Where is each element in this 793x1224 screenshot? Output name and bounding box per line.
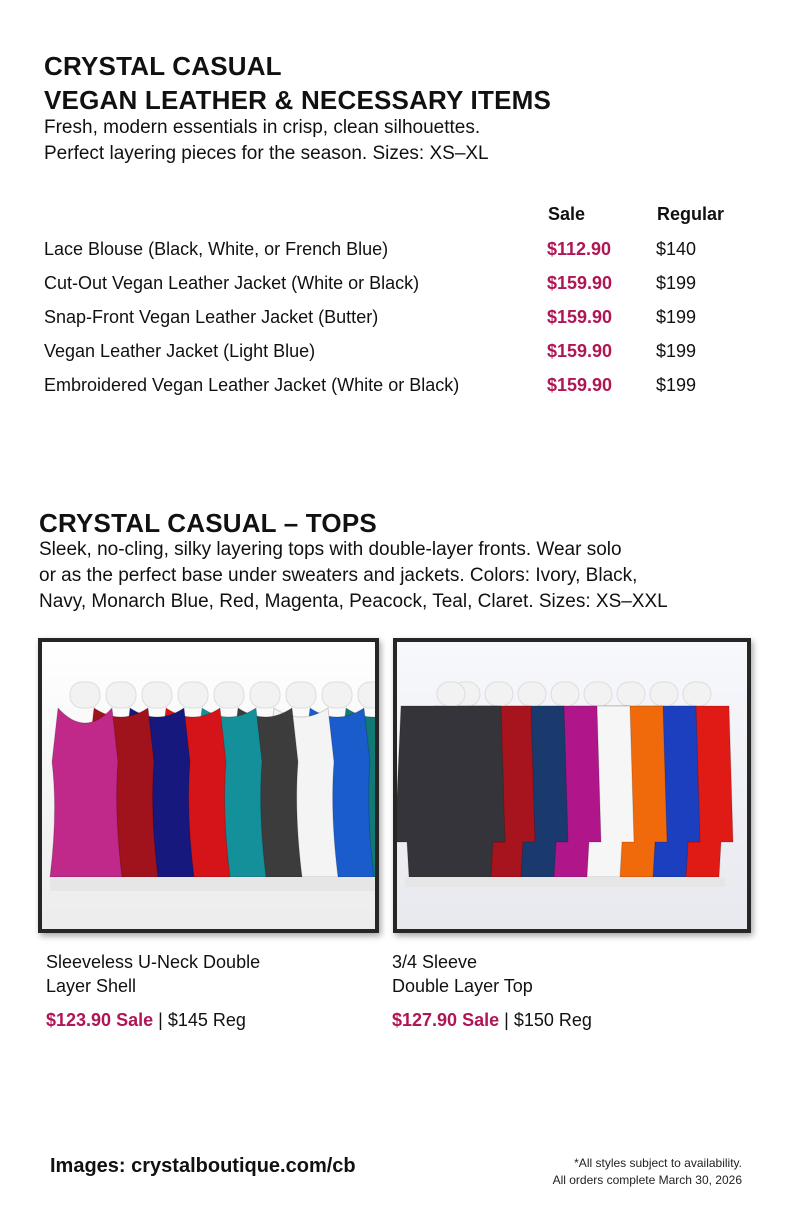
section2-desc-line1: Sleek, no-cling, silky layering tops with double-layer fronts. Wear solo — [39, 539, 622, 560]
price-row — [44, 266, 764, 300]
regular-price: $199 — [656, 341, 697, 361]
images-url: Images: crystalboutique.com/cb — [50, 1155, 356, 1177]
section1-desc-line2: Perfect layering pieces for the season. Sizes: XS–XL — [44, 143, 489, 164]
item-name: Snap-Front Vegan Leather Jacket (Butter) — [44, 307, 379, 327]
regular-price: $199 — [656, 307, 697, 327]
product-sale-price: $127.90 Sale — [392, 1010, 500, 1030]
product-name-line2: Layer Shell — [46, 976, 137, 996]
sleeve-top-1 — [397, 682, 505, 887]
regular-column-header: Regular — [657, 204, 725, 224]
product-price — [392, 1008, 592, 1032]
item-name: Lace Blouse (Black, White, or French Blue) — [44, 239, 389, 259]
sale-price: $159.90 — [547, 341, 613, 361]
price-row — [44, 300, 764, 334]
item-name: Embroidered Vegan Leather Jacket (White or Black) — [44, 375, 460, 395]
product-name-line2: Double Layer Top — [392, 976, 533, 996]
sleeveless-shell-photo — [42, 642, 375, 929]
item-name: Cut-Out Vegan Leather Jacket (White or Black) — [44, 273, 420, 293]
price-row — [44, 232, 764, 266]
product-regular-price: $145 Reg — [167, 1010, 246, 1030]
section2-desc-line2: or as the perfect base under sweaters and jackets. Colors: Ivory, Black, — [39, 565, 638, 586]
order-deadline-note: All orders complete March 30, 2026 — [552, 1173, 742, 1187]
sale-column-header: Sale — [548, 204, 586, 224]
item-name: Vegan Leather Jacket (Light Blue) — [44, 341, 316, 361]
sale-price: $112.90 — [547, 239, 612, 259]
section2-desc-line3: Navy, Monarch Blue, Red, Magenta, Peacock, Teal, Claret. Sizes: XS–XXL — [39, 591, 668, 612]
three-quarter-sleeve-top-image — [393, 638, 751, 933]
section1-title-line2: VEGAN LEATHER & NECESSARY ITEMS — [44, 85, 552, 115]
section1-desc-line1: Fresh, modern essentials in crisp, clean silhouettes. — [44, 117, 481, 138]
three-quarter-sleeve-top-photo — [397, 642, 747, 929]
product-name-line1: 3/4 Sleeve — [392, 952, 478, 972]
price-separator: | — [158, 1010, 163, 1030]
regular-price: $199 — [656, 375, 697, 395]
product-name-line1: Sleeveless U-Neck Double — [46, 952, 261, 972]
price-row — [44, 368, 764, 402]
product-regular-price: $150 Reg — [513, 1010, 592, 1030]
price-row — [44, 334, 764, 368]
availability-note: *All styles subject to availability. — [574, 1156, 742, 1170]
section2-title: CRYSTAL CASUAL – TOPS — [39, 508, 377, 538]
price-separator: | — [504, 1010, 509, 1030]
sale-price: $159.90 — [547, 307, 613, 327]
product-price — [46, 1008, 246, 1032]
section1-title-line1: CRYSTAL CASUAL — [44, 51, 282, 81]
product-sale-price: $123.90 Sale — [46, 1010, 154, 1030]
sleeveless-shell-image — [38, 638, 379, 933]
sale-price: $159.90 — [547, 273, 613, 293]
sale-price: $159.90 — [547, 375, 613, 395]
regular-price: $140 — [656, 239, 697, 259]
regular-price: $199 — [656, 273, 697, 293]
